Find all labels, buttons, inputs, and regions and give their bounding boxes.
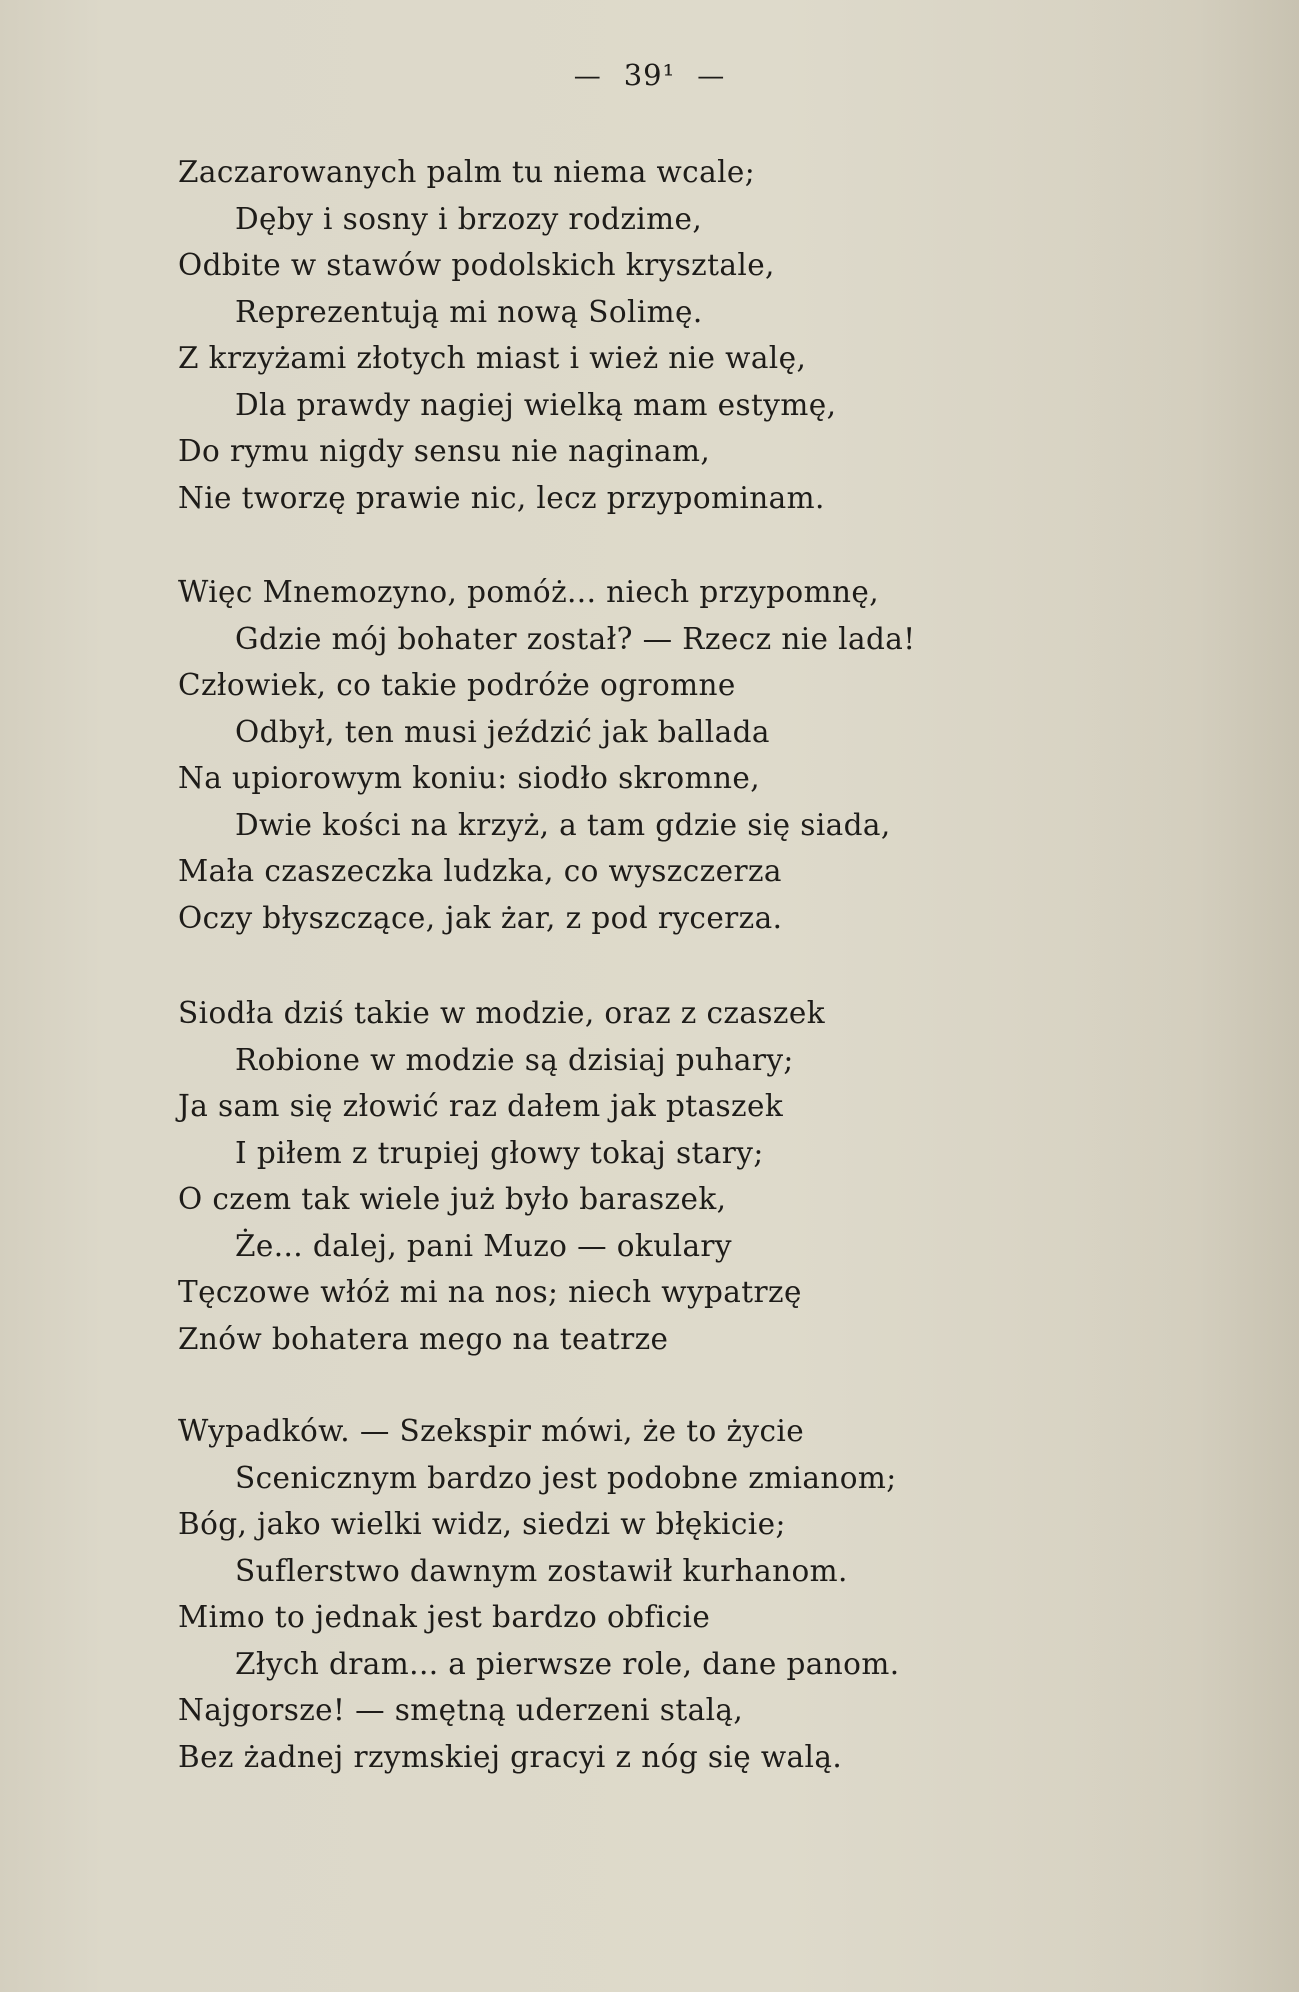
verse-line: Złych dram... a pierwsze role, dane panom. (235, 1646, 900, 1681)
verse-line: Siodła dziś takie w modzie, oraz z czaszek (178, 996, 825, 1030)
verse-line: Z krzyżami złotych miast i wież nie walę, (178, 341, 807, 375)
verse-line: Mimo to jednak jest bardzo obficie (178, 1600, 711, 1634)
verse-line: Oczy błyszczące, jak żar, z pod rycerza. (178, 900, 783, 935)
verse-line: Na upiorowym koniu: siodło skromne, (178, 761, 760, 795)
verse-line: Tęczowe włóż mi na nos; niech wypatrzę (178, 1275, 802, 1309)
verse-line: I piłem z trupiej głowy tokaj stary; (235, 1135, 764, 1170)
verse-line: Suflerstwo dawnym zostawił kurhanom. (235, 1553, 848, 1588)
verse-line: Gdzie mój bohater został? — Rzecz nie lada! (235, 621, 916, 656)
stanza-1 (178, 149, 1218, 521)
page-header (0, 58, 1299, 92)
stanza-3 (178, 990, 1218, 1362)
header-dash-right: — (697, 61, 726, 92)
verse-line: Więc Mnemozyno, pomóż... niech przypomnę, (178, 575, 879, 609)
verse-line: Człowiek, co takie podróże ogromne (178, 668, 736, 702)
verse-line: Że... dalej, pani Muzo — okulary (235, 1228, 733, 1263)
verse-line: Reprezentują mi nową Solimę. (235, 294, 703, 329)
verse-line: Odbite w stawów podolskich krysztale, (178, 248, 775, 282)
verse-line: Scenicznym bardzo jest podobne zmianom; (235, 1460, 897, 1495)
verse-line: O czem tak wiele już było baraszek, (178, 1182, 727, 1216)
verse-line: Dla prawdy nagiej wielką mam estymę, (235, 387, 837, 422)
verse-line: Bóg, jako wielki widz, siedzi w błękicie; (178, 1507, 786, 1541)
header-dash-left: — (573, 61, 602, 92)
verse-line: Ja sam się złowić raz dałem jak ptaszek (178, 1089, 784, 1123)
verse-line: Zaczarowanych palm tu niema wcale; (178, 155, 756, 189)
verse-line: Nie tworzę prawie nic, lecz przypominam. (178, 480, 825, 515)
verse-line: Najgorsze! — smętną uderzeni stalą, (178, 1693, 744, 1727)
page-number: 39¹ (623, 58, 676, 92)
verse-line: Wypadków. — Szekspir mówi, że to życie (178, 1414, 805, 1448)
verse-line: Robione w modzie są dzisiaj puhary; (235, 1042, 794, 1077)
stanza-4 (178, 1408, 1218, 1780)
verse-line: Do rymu nigdy sensu nie naginam, (178, 434, 711, 468)
verse-line: Znów bohatera mego na teatrze (178, 1321, 669, 1356)
verse-line: Bez żadnej rzymskiej gracyi z nóg się walą. (178, 1739, 843, 1774)
verse-line: Dęby i sosny i brzozy rodzime, (235, 201, 703, 236)
verse-line: Mała czaszeczka ludzka, co wyszczerza (178, 854, 782, 888)
verse-line: Odbył, ten musi jeździć jak ballada (235, 714, 770, 749)
verse-line: Dwie kości na krzyż, a tam gdzie się siada, (235, 807, 891, 842)
stanza-2 (178, 569, 1218, 941)
